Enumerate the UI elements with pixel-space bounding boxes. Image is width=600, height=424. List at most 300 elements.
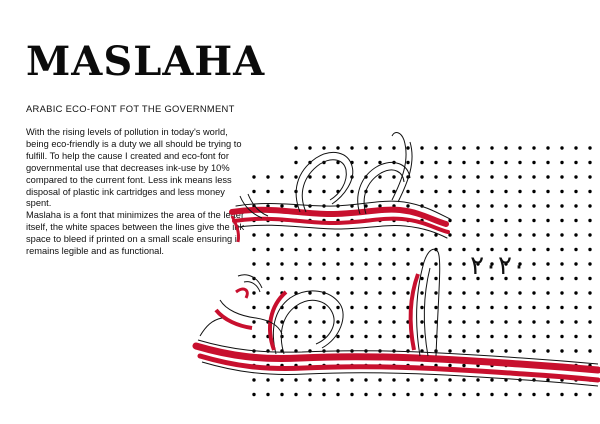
grid-dot [280,233,283,236]
grid-dot [490,393,493,396]
grid-dot [308,277,311,280]
grid-dot [490,219,493,222]
grid-dot [434,161,437,164]
grid-dot [588,349,591,352]
grid-dot [476,393,479,396]
grid-dot [476,204,479,207]
grid-dot [350,248,353,251]
grid-dot [294,393,297,396]
grid-dot [560,306,563,309]
grid-dot [490,335,493,338]
grid-dot [532,306,535,309]
grid-dot [420,378,423,381]
grid-dot [252,248,255,251]
grid-dot [448,378,451,381]
grid-dot [336,233,339,236]
grid-dot [364,146,367,149]
grid-dot [532,175,535,178]
grid-dot [392,320,395,323]
grid-dot [434,146,437,149]
grid-dot [518,335,521,338]
grid-dot [266,190,269,193]
grid-dot [546,349,549,352]
grid-dot [308,320,311,323]
grid-dot [574,349,577,352]
description-paragraph-1: With the rising levels of pollution in today's world, being eco-friendly is a duty we all should be trying to fulfill. To help the cause I created and eco-font for governmental use that decreases ink-use by 10% compared to the current font. Less ink means less disposal of plastic ink cartridges and less money spent. [26,127,242,209]
grid-dot [504,175,507,178]
grid-dot [462,393,465,396]
grid-dot [448,320,451,323]
grid-dot [546,335,549,338]
grid-dot [420,248,423,251]
grid-dot [308,378,311,381]
grid-dot [476,175,479,178]
description-paragraph-2: Maslaha is a font that minimizes the area of the letter itself, the white spaces between the lines give the ink space to bleed if printed on a small scale ensuring it remains legible and as functional. [26,210,245,257]
grid-dot [280,190,283,193]
grid-dot [490,378,493,381]
grid-dot [490,306,493,309]
grid-dot [392,277,395,280]
grid-dot [546,233,549,236]
grid-dot [392,233,395,236]
grid-dot [378,190,381,193]
grid-dot [392,291,395,294]
grid-dot [518,393,521,396]
grid-dot [378,262,381,265]
grid-dot [462,364,465,367]
grid-dot [546,248,549,251]
grid-dot [462,190,465,193]
grid-dot [434,262,437,265]
grid-dot [588,190,591,193]
grid-dot [252,306,255,309]
grid-dot [448,306,451,309]
grid-dot [532,204,535,207]
grid-dot [476,190,479,193]
grid-dot [350,335,353,338]
grid-dot [462,248,465,251]
grid-dot [364,335,367,338]
grid-dot [462,291,465,294]
grid-dot [448,364,451,367]
grid-dot [476,306,479,309]
grid-dot [588,291,591,294]
grid-dot [518,349,521,352]
grid-dot [308,291,311,294]
grid-dot [448,248,451,251]
grid-dot [322,277,325,280]
grid-dot [406,335,409,338]
grid-dot [420,320,423,323]
grid-dot [462,320,465,323]
grid-dot [518,161,521,164]
grid-dot [378,378,381,381]
grid-dot [476,335,479,338]
grid-dot [322,233,325,236]
grid-dot [336,277,339,280]
grid-dot [490,204,493,207]
grid-dot [532,277,535,280]
grid-dot [518,306,521,309]
grid-dot [434,378,437,381]
grid-dot [462,219,465,222]
grid-dot [574,204,577,207]
grid-dot [364,393,367,396]
grid-dot [378,233,381,236]
grid-dot [392,335,395,338]
grid-dot [518,190,521,193]
grid-dot [476,320,479,323]
grid-dot [266,277,269,280]
grid-dot [504,393,507,396]
grid-dot [574,146,577,149]
grid-dot [462,175,465,178]
grid-dot [518,233,521,236]
grid-dot [406,146,409,149]
grid-dot [448,393,451,396]
grid-dot [336,291,339,294]
grid-dot [280,378,283,381]
grid-dot [364,277,367,280]
grid-dot [448,262,451,265]
grid-dot [448,204,451,207]
grid-dot [434,204,437,207]
grid-dot [490,161,493,164]
grid-dot [476,219,479,222]
grid-dot [504,320,507,323]
grid-dot [266,378,269,381]
grid-dot [462,161,465,164]
grid-dot [308,146,311,149]
grid-dot [294,378,297,381]
grid-dot [574,320,577,323]
grid-dot [392,262,395,265]
grid-dot [378,335,381,338]
grid-dot [490,146,493,149]
grid-dot [280,248,283,251]
grid-dot [560,277,563,280]
grid-dot [308,248,311,251]
grid-dot [476,146,479,149]
grid-dot [546,219,549,222]
grid-dot [280,175,283,178]
grid-dot [406,378,409,381]
grid-dot [574,161,577,164]
grid-dot [322,175,325,178]
grid-dot [560,349,563,352]
grid-dot [546,291,549,294]
grid-dot [546,306,549,309]
grid-dot [406,349,409,352]
grid-dot [574,190,577,193]
grid-dot [364,306,367,309]
grid-dot [280,262,283,265]
grid-dot [350,306,353,309]
grid-dot [378,277,381,280]
grid-dot [490,190,493,193]
grid-dot [560,262,563,265]
grid-dot [588,320,591,323]
grid-dot [406,204,409,207]
grid-dot [280,277,283,280]
grid-dot [392,378,395,381]
grid-dot [462,146,465,149]
grid-dot [462,306,465,309]
grid-dot [532,190,535,193]
grid-dot [448,277,451,280]
grid-dot [588,175,591,178]
grid-dot [266,233,269,236]
grid-dot [546,175,549,178]
grid-dot [448,291,451,294]
grid-dot [434,175,437,178]
grid-dot [294,161,297,164]
grid-dot [588,248,591,251]
grid-dot [532,393,535,396]
grid-dot [406,393,409,396]
grid-dot [490,175,493,178]
grid-dot [574,393,577,396]
grid-dot [560,175,563,178]
grid-dot [546,146,549,149]
grid-dot [322,393,325,396]
grid-dot [252,175,255,178]
grid-dot [504,291,507,294]
grid-dot [322,262,325,265]
grid-dot [392,175,395,178]
grid-dot [420,335,423,338]
grid-dot [532,146,535,149]
grid-dot [574,291,577,294]
grid-dot [308,349,311,352]
calligraphy-lower-stroke [196,249,598,386]
grid-dot [252,393,255,396]
grid-dot [294,262,297,265]
grid-dot [448,175,451,178]
grid-dot [350,146,353,149]
grid-dot [350,233,353,236]
grid-dot [378,248,381,251]
grid-dot [420,146,423,149]
grid-dot [336,248,339,251]
grid-dot [350,320,353,323]
grid-dot [574,262,577,265]
grid-dot [252,291,255,294]
grid-dot [406,277,409,280]
grid-dot [462,204,465,207]
grid-dot [490,233,493,236]
grid-dot [336,393,339,396]
grid-dot [546,393,549,396]
grid-dot [350,262,353,265]
grid-dot [364,320,367,323]
grid-dot [546,204,549,207]
grid-dot [518,219,521,222]
grid-dot [294,248,297,251]
grid-dot [252,320,255,323]
grid-dot [434,306,437,309]
grid-dot [420,306,423,309]
grid-dot [574,219,577,222]
grid-dot [294,175,297,178]
grid-dot [560,219,563,222]
grid-dot [350,277,353,280]
grid-dot [532,320,535,323]
grid-dot [308,233,311,236]
grid-dot [322,248,325,251]
grid-dot [462,233,465,236]
grid-dot [560,393,563,396]
grid-dot [532,233,535,236]
grid-dot [532,219,535,222]
grid-dot [294,146,297,149]
grid-dot [588,233,591,236]
grid-dot [350,190,353,193]
grid-dot [294,335,297,338]
calligraphy-upper-stroke [232,133,450,242]
page-subtitle: ARABIC ECO-FONT FOT THE GOVERNMENT [26,103,235,114]
grid-dot [378,320,381,323]
grid-dot [350,378,353,381]
grid-dot [406,161,409,164]
year-label: ٢٠٢٠ [470,251,526,281]
grid-dot [588,219,591,222]
grid-dot [308,335,311,338]
grid-dot [476,349,479,352]
grid-dot [448,349,451,352]
grid-dot [336,378,339,381]
grid-dot [322,146,325,149]
grid-dot [392,393,395,396]
grid-dot [378,393,381,396]
grid-dot [588,277,591,280]
grid-dot [378,161,381,164]
grid-dot [252,262,255,265]
grid-dot [560,320,563,323]
grid-dot [378,175,381,178]
grid-dot [420,190,423,193]
grid-dot [546,262,549,265]
grid-dot [532,349,535,352]
grid-dot [364,233,367,236]
grid-dot [462,277,465,280]
grid-dot [504,161,507,164]
grid-dot [336,146,339,149]
grid-dot [518,320,521,323]
grid-dot [546,277,549,280]
grid-dot [560,146,563,149]
grid-dot [588,204,591,207]
grid-dot [490,320,493,323]
grid-dot [252,190,255,193]
grid-dot [476,378,479,381]
grid-dot [504,146,507,149]
grid-dot [490,291,493,294]
grid-dot [574,233,577,236]
grid-dot [406,233,409,236]
grid-dot [434,277,437,280]
grid-dot [532,262,535,265]
grid-dot [588,146,591,149]
grid-dot [420,175,423,178]
grid-dot [504,349,507,352]
grid-dot [504,335,507,338]
grid-dot [406,291,409,294]
grid-dot [252,378,255,381]
grid-dot [574,306,577,309]
grid-dot [336,320,339,323]
grid-dot [560,248,563,251]
grid-dot [546,320,549,323]
grid-dot [350,393,353,396]
grid-dot [588,262,591,265]
grid-dot [308,190,311,193]
grid-dot [294,233,297,236]
grid-dot [448,190,451,193]
grid-dot [560,233,563,236]
grid-dot [588,393,591,396]
grid-dot [504,233,507,236]
grid-dot [322,320,325,323]
grid-dot [406,190,409,193]
grid-dot [308,393,311,396]
grid-dot [560,161,563,164]
grid-dot [546,190,549,193]
grid-dot [266,393,269,396]
grid-dot [434,393,437,396]
grid-dot [574,277,577,280]
grid-dot [294,320,297,323]
grid-dot [532,335,535,338]
grid-dot [476,291,479,294]
grid-dot [266,175,269,178]
grid-dot [588,335,591,338]
grid-dot [308,262,311,265]
grid-dot [448,146,451,149]
grid-dot [560,190,563,193]
grid-dot [434,190,437,193]
grid-dot [504,190,507,193]
grid-dot [378,291,381,294]
grid-dot [294,277,297,280]
grid-dot [336,262,339,265]
grid-dot [518,204,521,207]
grid-dot [252,335,255,338]
grid-dot [574,335,577,338]
grid-dot [532,248,535,251]
grid-dot [420,233,423,236]
grid-dot [504,306,507,309]
grid-dot [364,248,367,251]
grid-dot [560,335,563,338]
grid-dot [504,204,507,207]
grid-dot [518,291,521,294]
grid-dot [336,175,339,178]
grid-dot [518,175,521,178]
grid-dot [280,204,283,207]
grid-dot [266,262,269,265]
grid-dot [462,349,465,352]
grid-dot [588,161,591,164]
grid-dot [560,291,563,294]
grid-dot [420,393,423,396]
grid-dot [490,349,493,352]
grid-dot [518,146,521,149]
grid-dot [532,161,535,164]
grid-dot [434,291,437,294]
grid-dot [406,248,409,251]
grid-dot [560,204,563,207]
